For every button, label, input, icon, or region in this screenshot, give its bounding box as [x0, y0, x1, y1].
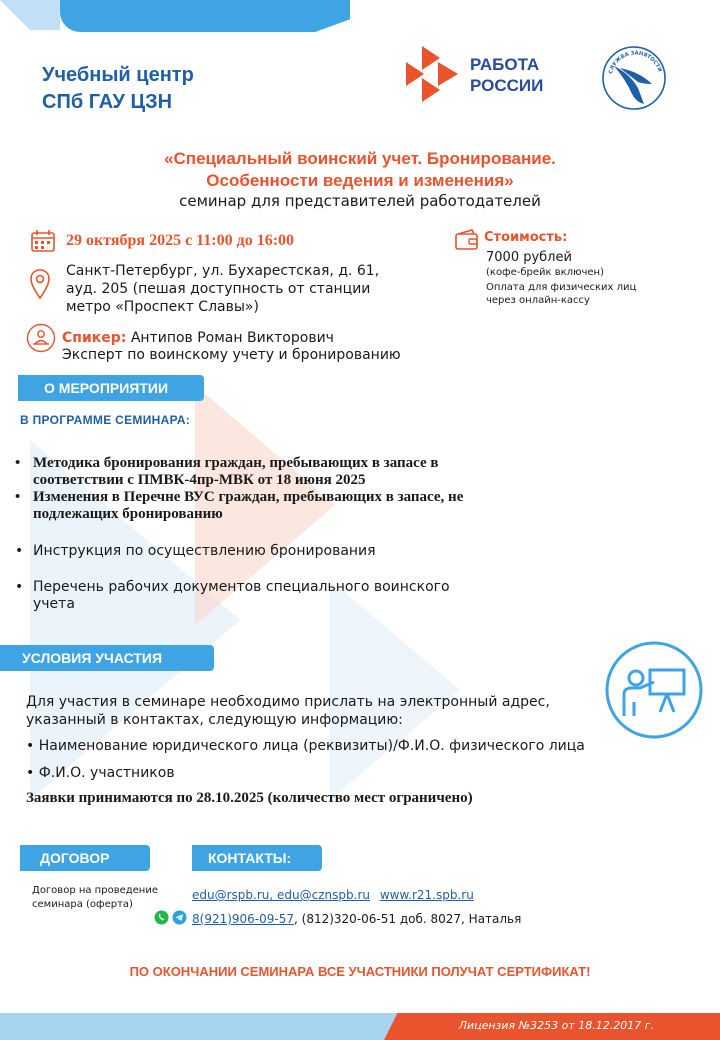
speaker-role: Эксперт по воинскому учету и бронированию — [62, 347, 401, 363]
address-line-1: Санкт-Петербург, ул. Бухарестская, д. 61, — [66, 263, 380, 279]
program-item: • Инструкция по осуществлению бронирования — [12, 543, 482, 560]
top-ribbon-light — [0, 0, 60, 30]
brand-line-1: Учебный центр — [42, 64, 194, 86]
address-line-2: ауд. 205 (пешая доступность от станции — [66, 281, 371, 297]
license-text: Лицензия №3253 от 18.12.2017 г. — [458, 1019, 654, 1032]
rabota-line-2: РОССИИ — [470, 76, 544, 95]
speaker-name: Антипов Роман Викторович — [130, 330, 334, 346]
brand-title — [42, 62, 194, 116]
event-date: 29 октября 2025 с 11:00 до 16:00 — [66, 232, 295, 249]
event-title-line-1: «Специальный воинский учет. Бронирование. — [164, 149, 556, 168]
telegram-icon — [172, 910, 187, 925]
conditions-deadline: Заявки принимаются по 28.10.2025 (количество мест ограничено) — [26, 790, 473, 806]
program-list — [12, 455, 482, 613]
top-ribbon — [60, 0, 350, 32]
email-link-cznspb[interactable]: edu@cznspb.ru — [277, 888, 370, 902]
website-link[interactable]: www.r21.spb.ru — [379, 888, 474, 902]
brand-line-2: СПб ГАУ ЦЗН — [42, 91, 173, 113]
calendar-icon — [30, 229, 56, 253]
event-subtitle: семинар для представителей работодателей — [179, 192, 541, 210]
contract-offer-text[interactable] — [32, 884, 158, 912]
phone-extra: , (812)320-06-51 доб. 8027, Наталья — [294, 912, 522, 926]
wallet-icon — [454, 229, 480, 251]
watermark-arrow-blue-small — [330, 580, 460, 800]
event-title-line-2: Особенности ведения и изменения» — [206, 171, 514, 190]
presentation-icon — [604, 640, 704, 740]
sluzhba-zanyatosti-logo-icon — [600, 44, 668, 112]
contact-phones — [192, 912, 521, 926]
conditions-item: • Ф.И.О. участников — [26, 765, 175, 781]
cost-note-coffee: (кофе-брейк включен) — [486, 267, 604, 278]
rabota-line-1: РАБОТА — [470, 55, 540, 74]
conditions-item: • Наименование юридического лица (реквизиты)/Ф.И.О. физического лица — [26, 738, 585, 754]
whatsapp-icon — [154, 910, 169, 925]
event-title — [60, 148, 660, 192]
certificate-notice: ПО ОКОНЧАНИИ СЕМИНАРА ВСЕ УЧАСТНИКИ ПОЛУЧАТ СЕРТИФИКАТ! — [129, 964, 591, 979]
email-link-rspb[interactable]: edu@rspb.ru — [192, 888, 270, 902]
address-line-3: метро «Проспект Славы») — [66, 299, 259, 315]
sluzhba-text: СЛУЖБА ЗАНЯТОСТИ — [608, 50, 663, 75]
speaker-line — [62, 330, 334, 346]
section-conditions-header: УСЛОВИЯ УЧАСТИЯ — [0, 645, 214, 671]
cost-label: Стоимость: — [484, 230, 568, 245]
phone-link[interactable]: 8(921)906-09-57 — [192, 912, 295, 926]
event-address — [66, 262, 396, 316]
cost-note-payment: Оплата для физических лиц через онлайн-кассу — [486, 282, 637, 306]
program-item: • Методика бронирования граждан, пребывающих в запасе в соответствии с ПМВК-4пр-МВК от 18 июня 2025 — [12, 455, 482, 489]
contact-emails — [192, 888, 474, 902]
contract-line-2: семинара (оферта) — [32, 899, 133, 910]
section-contract-header: ДОГОВОР — [20, 845, 150, 871]
program-item: • Изменения в Перечне ВУС граждан, пребывающих в запасе, не подлежащих бронированию — [12, 489, 482, 523]
contract-line-1: Договор на проведение — [32, 885, 158, 896]
rabota-rossii-logo-icon — [402, 40, 462, 110]
conditions-intro: Для участия в семинаре необходимо прислать на электронный адрес, указанный в контактах, следующую информацию: — [26, 694, 550, 728]
cost-value: 7000 рублей — [486, 250, 572, 265]
section-contacts-header: КОНТАКТЫ: — [192, 845, 322, 871]
program-item: • Перечень рабочих документов специального воинского учета — [12, 579, 482, 613]
email-separator: , — [269, 888, 278, 902]
section-about-header: О МЕРОПРИЯТИИ — [18, 375, 204, 401]
program-heading: В ПРОГРАММЕ СЕМИНАРА: — [20, 413, 191, 427]
speaker-icon — [26, 323, 56, 353]
rabota-rossii-logo-text — [470, 54, 543, 96]
speaker-label: Спикер: — [62, 330, 127, 346]
location-pin-icon — [30, 268, 50, 300]
